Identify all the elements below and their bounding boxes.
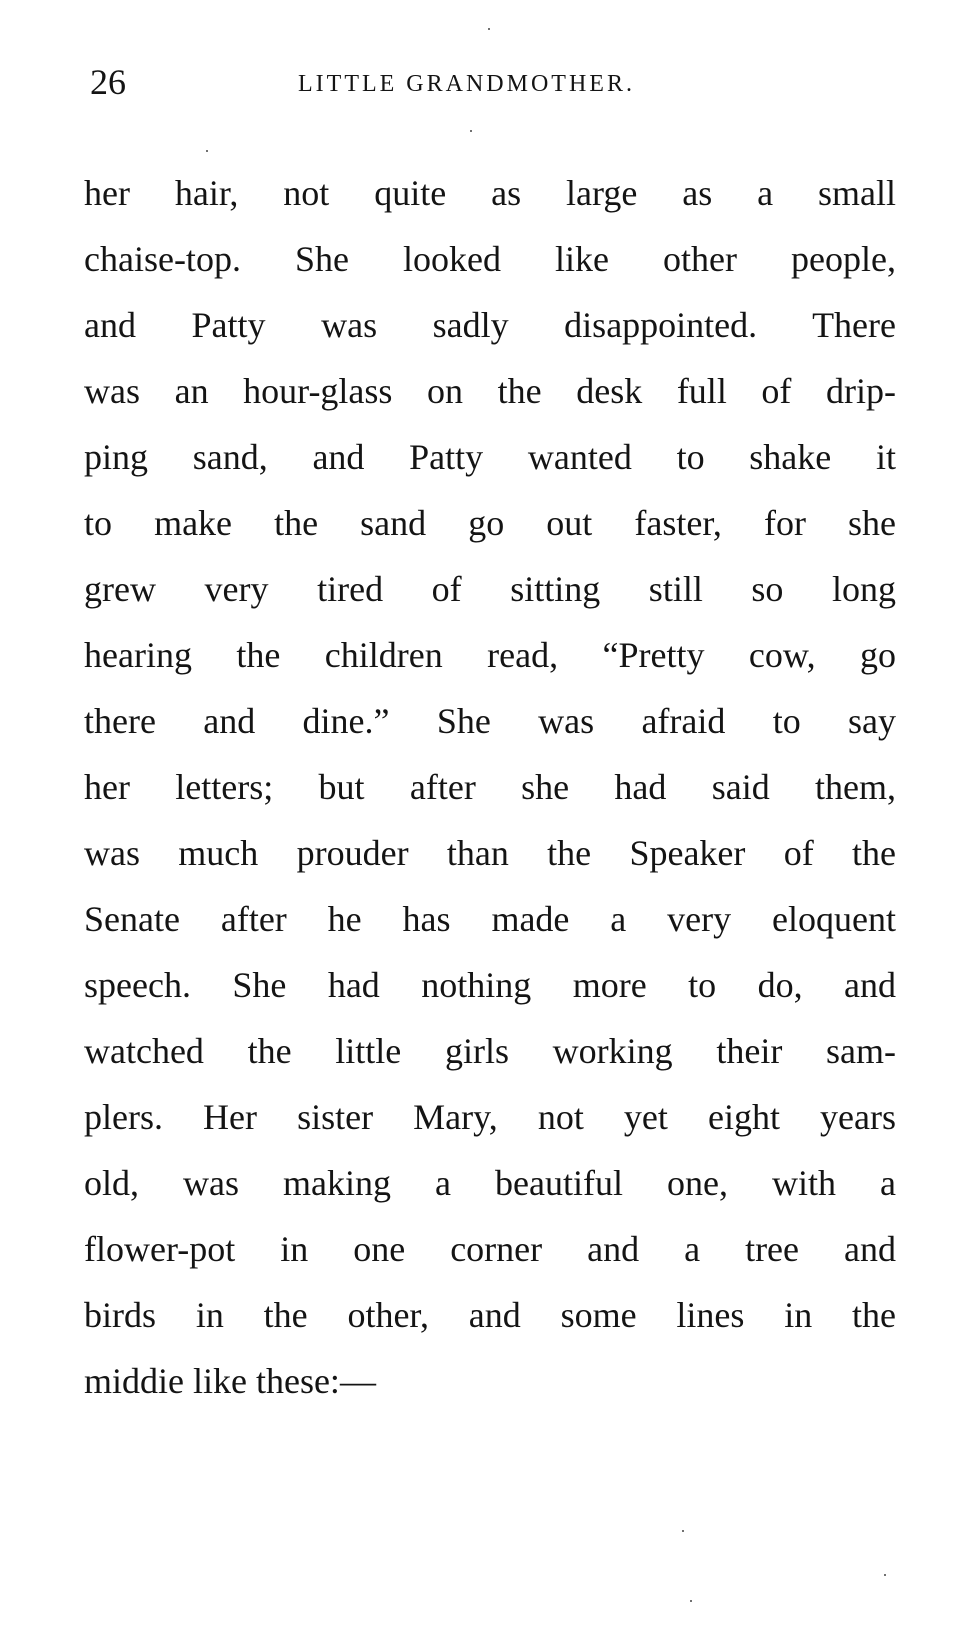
text-line: flower-pot in one corner and a tree and xyxy=(84,1229,896,1269)
text-line: hearing the children read, “Pretty cow, go xyxy=(84,635,896,675)
text-line: was much prouder than the Speaker of the xyxy=(84,833,896,873)
print-speck xyxy=(488,28,490,30)
text-line: watched the little girls working their sam- xyxy=(84,1031,896,1071)
print-speck xyxy=(690,1600,692,1602)
text-line: speech. She had nothing more to do, and xyxy=(84,965,896,1005)
text-line: middie like these:— xyxy=(84,1361,376,1401)
print-speck xyxy=(682,1530,684,1532)
print-speck xyxy=(206,150,208,152)
text-line: ping sand, and Patty wanted to shake it xyxy=(84,437,896,477)
text-line: birds in the other, and some lines in the xyxy=(84,1295,896,1335)
text-line: old, was making a beautiful one, with a xyxy=(84,1163,896,1203)
running-head xyxy=(84,60,896,104)
print-speck xyxy=(470,130,472,132)
text-line: to make the sand go out faster, for she xyxy=(84,503,896,543)
page-number: 26 xyxy=(90,62,126,102)
text-line: chaise-top. She looked like other people, xyxy=(84,239,896,279)
running-title: LITTLE GRANDMOTHER. xyxy=(298,71,635,97)
text-line: her letters; but after she had said them, xyxy=(84,767,896,807)
text-line: and Patty was sadly disappointed. There xyxy=(84,305,896,345)
text-line: there and dine.” She was afraid to say xyxy=(84,701,896,741)
print-speck xyxy=(884,1574,886,1576)
text-line: grew very tired of sitting still so long xyxy=(84,569,896,609)
text-line: was an hour-glass on the desk full of drip- xyxy=(84,371,896,411)
text-line: Senate after he has made a very eloquent xyxy=(84,899,896,939)
text-line: her hair, not quite as large as a small xyxy=(84,173,896,213)
body-text xyxy=(84,160,896,1414)
text-line: plers. Her sister Mary, not yet eight years xyxy=(84,1097,896,1137)
